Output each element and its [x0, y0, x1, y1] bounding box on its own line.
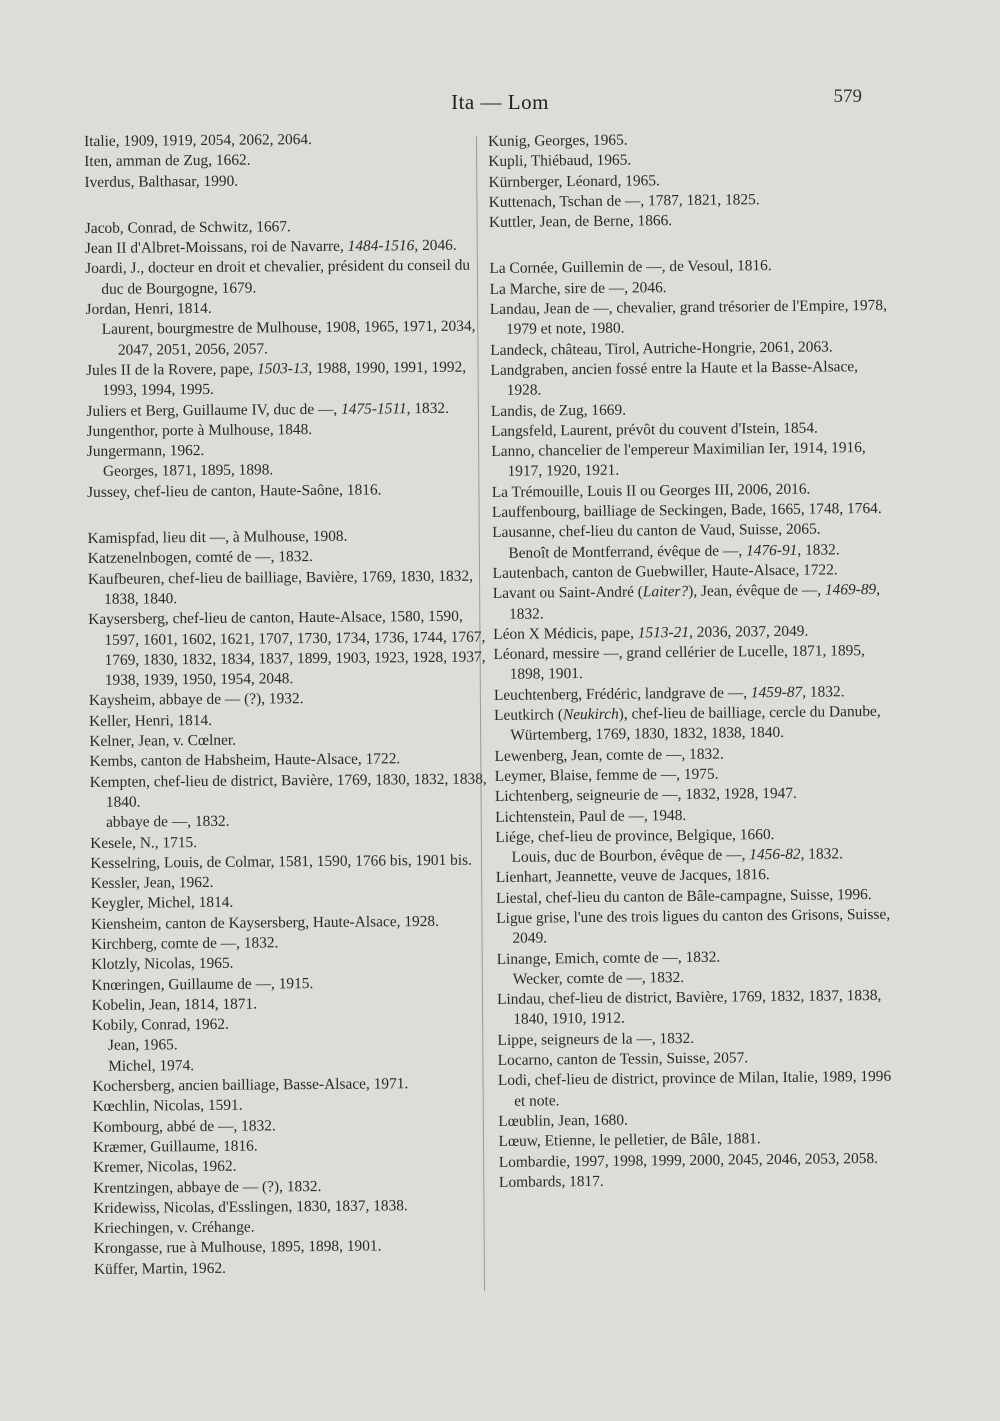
index-entry: Krentzingen, abbaye de — (?), 1832. [93, 1177, 322, 1197]
index-column-left [84, 129, 492, 1280]
index-entry: Liége, chef-lieu de province, Belgique, 1660. [495, 825, 775, 846]
index-entry: Léonard, messire —, grand cellérier de Lucelle, 1871, 1895, 1898, 1901. [493, 642, 865, 684]
index-entry: Kuttler, Jean, de Berne, 1866. [488, 212, 673, 232]
index-entry: Kobily, Conrad, 1962. [91, 1015, 229, 1035]
page-number: 579 [833, 86, 862, 107]
index-entry: Kriechingen, v. Créhange. [93, 1218, 255, 1238]
index-entry: Joardi, J., docteur en droit et chevalier, président du conseil du duc de Bourgogne, 1679. [85, 257, 471, 298]
index-entry: Kombourg, abbé de —, 1832. [92, 1117, 276, 1136]
index-entry: Lavant ou Saint-André (Laiter?), Jean, évêque de —, 1469-89, 1832. [492, 581, 881, 623]
index-entry: Kembs, canton de Habsheim, Haute-Alsace, 1722. [89, 750, 401, 771]
index-entry: Kuttenach, Tschan de —, 1787, 1821, 1825. [488, 191, 760, 211]
index-entry: Kessler, Jean, 1962. [90, 873, 214, 893]
index-entry: Italie, 1909, 1919, 2054, 2062, 2064. [84, 131, 313, 150]
index-subentry: Laurent, bourgmestre de Mulhouse, 1908, 1965, 1971, 2034, 2047, 2051, 2056, 2057. [101, 317, 476, 359]
index-entry: La Marche, sire de —, 2046. [489, 278, 667, 298]
index-entry: Knœringen, Guillaume de —, 1915. [91, 974, 314, 994]
index-entry: Juliers et Berg, Guillaume IV, duc de —, 1475-1511, 1832. [86, 399, 449, 420]
index-entry: Kœchlin, Nicolas, 1591. [92, 1097, 243, 1116]
index-entry: Jules II de la Rovere, pape, 1503-13, 1988, 1990, 1991, 1992, 1993, 1994, 1995. [86, 358, 467, 400]
index-entry: Küffer, Martin, 1962. [93, 1259, 227, 1278]
index-entry: Landis, de Zug, 1669. [490, 401, 627, 420]
index-entry: Liestal, chef-lieu du canton de Bâle-campagne, Suisse, 1996. [495, 885, 872, 907]
index-entry: Lautenbach, canton de Guebwiller, Haute-Alsace, 1722. [492, 561, 838, 582]
index-entry: Landau, Jean de —, chevalier, grand trésorier de l'Empire, 1978, 1979 et note, 1980. [489, 296, 887, 339]
index-entry: Kunig, Georges, 1965. [488, 131, 628, 150]
index-entry: Lodi, chef-lieu de district, province de Milan, Italie, 1989, 1996 et note. [497, 1068, 892, 1110]
index-entry: Krongasse, rue à Mulhouse, 1895, 1898, 1901. [93, 1237, 382, 1258]
index-entry: Jacob, Conrad, de Schwitz, 1667. [84, 218, 291, 237]
index-entry: Jungermann, 1962. [86, 442, 205, 461]
running-header: Ita — Lom [451, 90, 549, 114]
index-subentry: Wecker, comte de —, 1832. [512, 968, 685, 988]
index-subentry: Georges, 1871, 1895, 1898. [102, 461, 274, 481]
index-entry: Lewenberg, Jean, comte de —, 1832. [494, 745, 724, 765]
index-entry: Leutkirch (Neukirch), chef-lieu de bailliage, cercle du Danube, Würtemberg, 1769, 1830, 1832, 1838, 1840. [494, 702, 881, 745]
index-entry: Lauffenbourg, bailliage de Seckingen, Bade, 1665, 1748, 1764. [491, 499, 882, 522]
index-entry: Leymer, Blaise, femme de —, 1975. [494, 765, 719, 785]
index-entry: Kamispfad, lieu dit —, à Mulhouse, 1908. [87, 527, 348, 548]
index-subentry: Michel, 1974. [108, 1056, 195, 1075]
index-entry: Lœuw, Etienne, le pelletier, de Bâle, 1881. [498, 1130, 761, 1151]
index-entry: Landgraben, ancien fossé entre la Haute et la Basse-Alsace, 1928. [490, 358, 859, 400]
index-entry: Keller, Henri, 1814. [89, 711, 213, 730]
index-entry: Jungenthor, porte à Mulhouse, 1848. [86, 420, 313, 440]
index-entry: Klotzly, Nicolas, 1965. [91, 955, 234, 974]
index-entry: Ligue grise, l'une des trois ligues du canton des Grisons, Suisse, 2049. [496, 905, 891, 948]
index-entry: Leuchtenberg, Frédéric, landgrave de —, 1459-87, 1832. [493, 683, 845, 704]
index-entry: Kesele, N., 1715. [90, 833, 198, 852]
index-entry: Kupli, Thiébaud, 1965. [488, 151, 632, 171]
index-entry: Kaysersberg, chef-lieu de canton, Haute-Alsace, 1580, 1590, 1597, 1601, 1602, 1621, 1707, 1730, 1734, 1736, 1744, 1767, 1769, 1830, 1832, 1834, 1837, 1899, 1903, 1923, 1928, 1937, 1938, 1939, 1950, 1954, 2048. [88, 607, 486, 689]
index-entry: Kridewiss, Nicolas, d'Esslingen, 1830, 1837, 1838. [93, 1197, 408, 1217]
index-entry: Iten, amman de Zug, 1662. [84, 151, 251, 171]
index-entry: Lichtenstein, Paul de —, 1948. [495, 806, 687, 826]
index-entry: Kürnberger, Léonard, 1965. [488, 171, 660, 191]
index-subentry: abbaye de —, 1832. [105, 812, 230, 832]
index-entry: Kirchberg, comte de —, 1832. [91, 934, 279, 953]
index-entry: Kræmer, Guillaume, 1816. [92, 1137, 258, 1156]
index-entry: Kelner, Jean, v. Cœlner. [89, 731, 237, 750]
index-entry: Lienhart, Jeannette, veuve de Jacques, 1816. [495, 866, 770, 887]
index-entry: Kempten, chef-lieu de district, Bavière, 1769, 1830, 1832, 1838, 1840. [89, 770, 487, 811]
index-column-right [488, 128, 899, 1193]
index-entry: Locarno, canton de Tessin, Suisse, 2057. [497, 1049, 749, 1070]
index-entry: Lausanne, chef-lieu du canton de Vaud, Suisse, 2065. [492, 520, 821, 542]
index-subentry: Louis, duc de Bourbon, évêque de —, 1456-82, 1832. [511, 845, 843, 866]
index-entry: Léon X Médicis, pape, 1513-21, 2036, 2037, 2049. [493, 622, 809, 643]
index-entry: Langsfeld, Laurent, prévôt du couvent d'Istein, 1854. [491, 419, 818, 440]
index-entry: La Trémouille, Louis II ou Georges III, 2006, 2016. [491, 480, 811, 501]
index-entry: Kesselring, Louis, de Colmar, 1581, 1590, 1766 bis, 1901 bis. [90, 851, 473, 872]
index-entry: Keygler, Michel, 1814. [90, 894, 234, 913]
index-entry: Lichtenberg, seigneurie de —, 1832, 1928, 1947. [494, 785, 797, 806]
index-entry: Kremer, Nicolas, 1962. [92, 1157, 237, 1177]
index-entry: Kiensheim, canton de Kaysersberg, Haute-Alsace, 1928. [90, 912, 440, 933]
index-entry: Iverdus, Balthasar, 1990. [84, 172, 239, 191]
index-entry: Kochersberg, ancien bailliage, Basse-Alsace, 1971. [92, 1075, 409, 1096]
index-entry: Lombardie, 1997, 1998, 1999, 2000, 2045, 2046, 2053, 2058. [498, 1149, 879, 1171]
index-subentry: Benoît de Montferrand, évêque de —, 1476-91, 1832. [508, 540, 840, 562]
index-entry: Kaufbeuren, chef-lieu de bailliage, Bavière, 1769, 1830, 1832, 1838, 1840. [87, 567, 474, 608]
index-entry: Lombards, 1817. [498, 1172, 604, 1191]
index-entry: Kobelin, Jean, 1814, 1871. [91, 995, 258, 1014]
index-entry: Linange, Emich, comte de —, 1832. [496, 948, 721, 968]
index-entry: Lanno, chancelier de l'empereur Maximilian Ier, 1914, 1916, 1917, 1920, 1921. [491, 439, 866, 481]
index-entry: Jean II d'Albret-Moissans, roi de Navarre, 1484-1516, 2046. [84, 236, 457, 258]
index-entry: La Cornée, Guillemin de —, de Vesoul, 1816. [489, 257, 772, 278]
index-subentry: Jean, 1965. [107, 1036, 178, 1055]
index-entry: Landeck, château, Tirol, Autriche-Hongrie, 2061, 2063. [490, 338, 833, 359]
index-entry: Kaysheim, abbaye de — (?), 1932. [88, 690, 304, 710]
index-entry: Jussey, chef-lieu de canton, Haute-Saône, 1816. [87, 481, 382, 501]
index-entry: Lindau, chef-lieu de district, Bavière, 1769, 1832, 1837, 1838, 1840, 1910, 1912. [496, 987, 882, 1029]
index-entry: Jordan, Henri, 1814. [85, 299, 212, 319]
index-entry: Katzenelnbogen, comté de —, 1832. [87, 548, 314, 568]
index-entry: Lœublin, Jean, 1680. [498, 1111, 628, 1130]
index-entry: Lippe, seigneurs de la —, 1832. [497, 1029, 695, 1049]
